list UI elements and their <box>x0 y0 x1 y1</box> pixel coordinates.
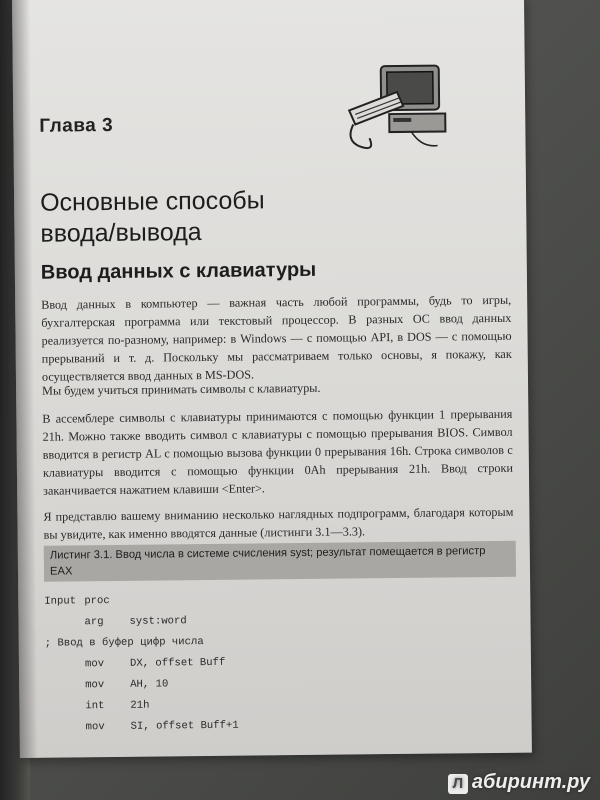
code-op: mov <box>84 658 105 671</box>
code-op: proc <box>84 595 110 608</box>
code-comment: ; Ввод в буфер цифр числа <box>44 636 204 650</box>
code-line <box>45 678 238 701</box>
code-op: arg <box>84 616 104 629</box>
section-heading: Ввод данных с клавиатуры <box>40 258 317 284</box>
title-line-2: ввода/вывода <box>40 218 202 248</box>
paragraph-4: Я представлю вашему вниманию несколько наглядных подпрограмм, благодаря которым вы увидите, как именно вводятся данные (листинги 3.1—3.3). <box>43 504 514 542</box>
code-line <box>44 615 237 638</box>
code-line <box>45 657 238 680</box>
code-args: syst:word <box>129 615 187 628</box>
listing-caption: Листинг 3.1. Ввод числа в системе счисления syst; результат помещается в регистр EAX <box>44 541 516 582</box>
paragraph-2: Мы будем учиться принимать символы с клавиатуры. <box>42 380 321 398</box>
code-args: DX, offset Buff <box>129 656 226 670</box>
watermark-badge-icon: Л <box>448 774 468 794</box>
watermark-text: абиринт.ру <box>471 771 590 793</box>
code-listing <box>44 594 239 743</box>
code-op: mov <box>85 679 105 692</box>
title-line-1: Основные способы <box>39 186 265 217</box>
code-args: 21h <box>130 699 150 712</box>
computer-illustration-icon <box>341 61 462 154</box>
code-args: SI, offset Buff+1 <box>130 719 239 733</box>
code-line <box>44 594 237 617</box>
code-op: int <box>85 700 105 713</box>
paragraph-3: В ассемблере символы с клавиатуры принимаются с помощью функции 1 прерывания 21h. Можно также вводить символ с клавиатуры с помощью прерывания BIOS. Символ вводится в регистр AL с помощью вызова функции 0 прерывания 16h. Строка символов с клавиатуры вводится с помощью функции 0Ah прерывания 21h. Ввод строки заканчивается нажатием клавиши <Enter>. <box>42 406 513 498</box>
chapter-title <box>40 185 341 250</box>
watermark <box>448 771 590 794</box>
code-line <box>45 699 238 722</box>
chapter-heading: Глава 3 <box>39 114 114 137</box>
book-page <box>12 0 532 758</box>
code-label: Input <box>44 595 77 608</box>
code-args: AH, 10 <box>130 678 169 691</box>
code-line <box>46 720 239 743</box>
paragraph-1: Ввод данных в компьютер — важная часть любой программы, будь то игры, бухгалтерская программа или текстовый процессор. В разных ОС ввод данных реализуется по-разному, например: в Windows — с помощью API, в DOS — с помощью прерываний и т. д. Поскольку мы рассматриваем только основы, я покажу, как осуществляется ввод данных в MS-DOS. <box>41 292 512 384</box>
code-op: mov <box>85 721 105 734</box>
